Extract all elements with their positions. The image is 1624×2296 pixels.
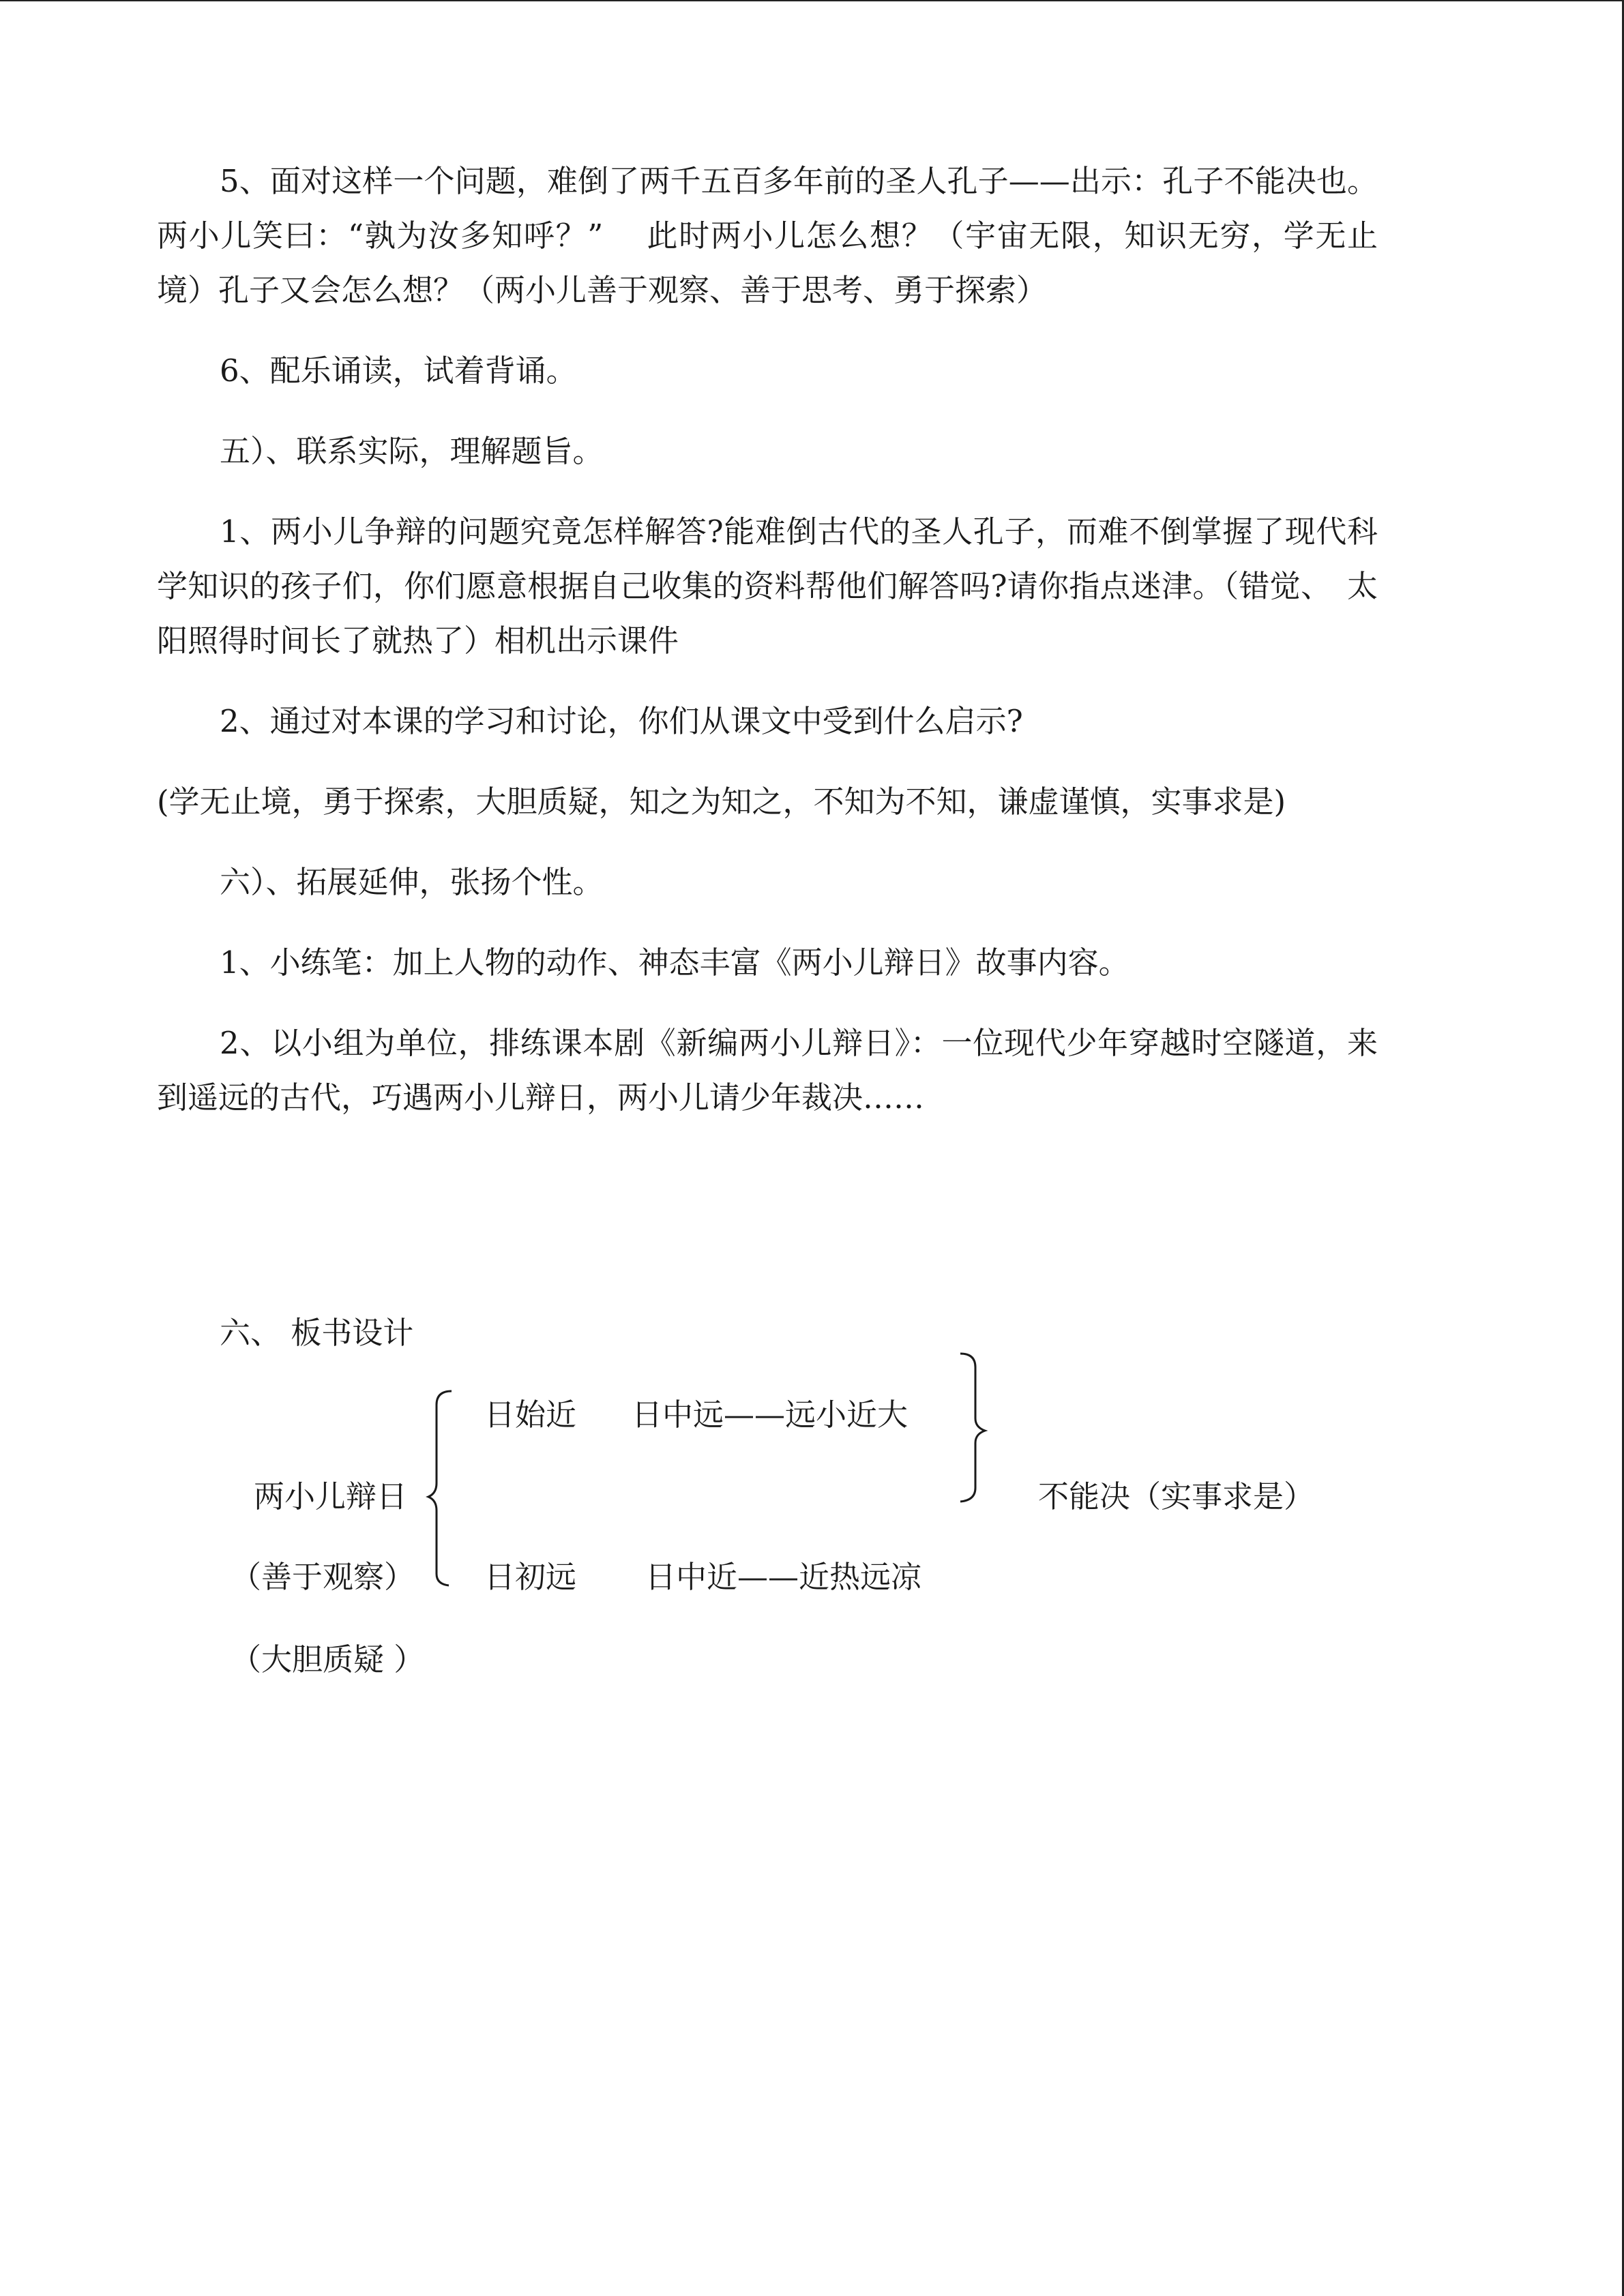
paragraph-step-5: 5、面对这样一个问题，难倒了两千五百多年前的圣人孔子——出示：孔子不能决也。两小儿笑曰：“孰为汝多知呼？” 此时两小儿怎么想？（宇宙无限，知识无穷，学无止境）孔子又会怎么想？（两小儿善于观察、善于思考、勇于探索） bbox=[157, 163, 1378, 308]
section-heading-6: 六）、拓展延伸，张扬个性。 bbox=[220, 864, 604, 900]
paragraph-question-2: 2、通过对本课的学习和讨论，你们从课文中受到什么启示? bbox=[220, 703, 1023, 739]
board-title: 两小儿辩日 bbox=[254, 1478, 408, 1515]
left-brace bbox=[428, 1391, 452, 1585]
board-branch-bottom-left: 日初远 bbox=[484, 1559, 577, 1595]
paragraph-step-6: 6、配乐诵读，试着背诵。 bbox=[220, 353, 577, 389]
board-heading: 六、 板书设计 bbox=[220, 1315, 414, 1351]
board-branch-bottom-right: 日中近——近热远凉 bbox=[645, 1559, 922, 1595]
blackboard-design bbox=[157, 0, 1385, 2296]
section-heading-5: 五）、联系实际，理解题旨。 bbox=[220, 433, 604, 469]
paragraph-task-1: 1、小练笔：加上人物的动作、神态丰富《两小儿辩日》故事内容。 bbox=[220, 944, 1130, 981]
right-brace bbox=[960, 1354, 985, 1502]
paragraph-task-2: 2、以小组为单位，排练课本剧《新编两小儿辩日》：一位现代少年穿越时空隧道，来到遥远的古代，巧遇两小儿辩日，两小儿请少年裁决…… bbox=[157, 1025, 1378, 1116]
board-branch-top-right: 日中远——远小近大 bbox=[632, 1397, 909, 1433]
board-note-observe: （善于观察） bbox=[231, 1559, 415, 1595]
board-conclusion: 不能决（实事求是） bbox=[1038, 1478, 1315, 1515]
board-brackets bbox=[157, 0, 1385, 2296]
board-note-question: （大胆质疑 ） bbox=[231, 1641, 425, 1678]
paragraph-question-1: 1、两小儿争辩的问题究竟怎样解答?能难倒古代的圣人孔子，而难不倒掌握了现代科学知识的孩子们，你们愿意根据自己收集的资料帮他们解答吗?请你指点迷津。（错觉、 太阳照得时间长了就热了）相机出示课件 bbox=[157, 513, 1378, 659]
board-branch-top-left: 日始近 bbox=[484, 1397, 577, 1433]
paragraph-answer: (学无止境，勇于探索，大胆质疑，知之为知之，不知为不知，谦虚谨慎，实事求是) bbox=[157, 784, 1286, 820]
